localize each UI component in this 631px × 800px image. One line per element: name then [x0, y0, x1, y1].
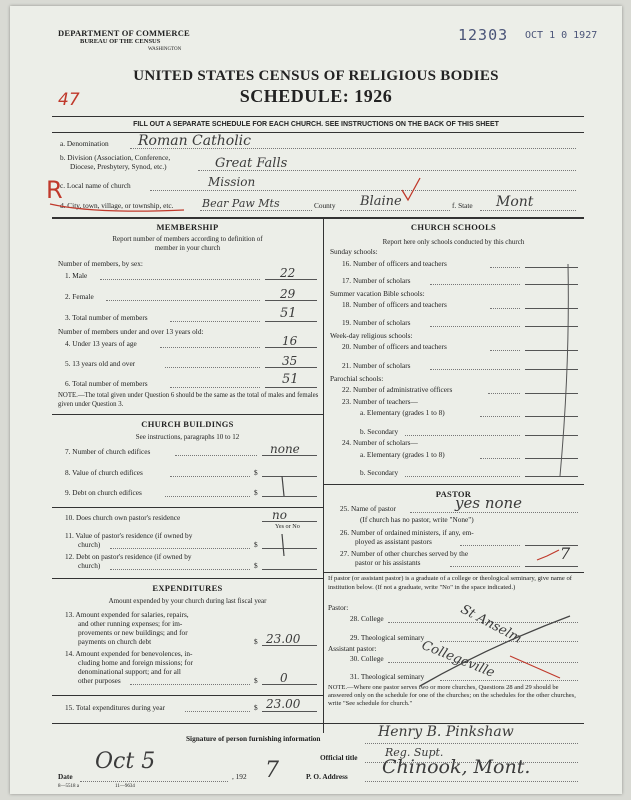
q4-value: 16: [282, 334, 298, 348]
seminary-scrawl-2: Collegeville: [419, 638, 497, 681]
q24a-label: a. Elementary (grades 1 to 8): [360, 450, 445, 459]
seminary-scrawl-1: St Anselm: [457, 602, 525, 647]
q20-leader: [490, 350, 520, 351]
q14-leader: [130, 684, 250, 685]
division-label-2: Diocese, Presbytery, Synod, etc.): [70, 162, 167, 171]
q4-leader: [160, 347, 260, 348]
pastor-heading: PASTOR: [435, 489, 472, 499]
q5-leader: [165, 367, 260, 368]
top-rule: [52, 116, 584, 117]
q12-leader: [110, 569, 250, 570]
q25-note: (If church has no pastor, write "None"): [360, 515, 474, 524]
division-value: Great Falls: [215, 156, 288, 171]
q6-value: 51: [282, 372, 299, 387]
weekday-label: Week-day religious schools:: [330, 331, 413, 340]
q23b-label: b. Secondary: [360, 427, 399, 436]
q14-label-1: 14. Amount expended for benevolences, in-: [65, 649, 193, 658]
q24b-label: b. Secondary: [360, 468, 399, 477]
q21-label: 21. Number of scholars: [342, 361, 411, 370]
denomination-label: a. Denomination: [60, 139, 109, 148]
q1-leader: [100, 279, 260, 280]
buildings-dash-marks: [260, 468, 310, 578]
church-name-label: c. Local name of church: [60, 181, 131, 190]
q3-value: 51: [280, 306, 297, 321]
q6-leader: [170, 387, 260, 388]
schools-strike-line: [530, 256, 580, 486]
q24b-leader: [405, 476, 520, 477]
q3-line: [265, 321, 317, 322]
schools-heading: CHURCH SCHOOLS: [410, 222, 497, 232]
seminary-strike-marks: [410, 606, 580, 696]
q23a-leader: [480, 416, 520, 417]
q6-line: [265, 387, 317, 388]
buildings-sub: See instructions, paragraphs 10 to 12: [135, 433, 240, 441]
city-town-label: d. City, town, village, or township, etc.: [60, 201, 174, 210]
q13-label-2: and other running expenses; for im-: [78, 619, 183, 628]
q9-dollar: $: [254, 488, 258, 497]
q22-leader: [488, 393, 520, 394]
schools-sub: Report here only schools conducted by this church: [382, 238, 525, 246]
city-town-value: Bear Paw Mts: [202, 197, 280, 210]
q24-label: 24. Number of scholars—: [342, 438, 418, 447]
q14-label-3: denominational support; and for all: [78, 667, 181, 676]
signature-value: Henry B. Pinkshaw: [378, 724, 514, 740]
buildings-heading: CHURCH BUILDINGS: [141, 419, 234, 429]
q15-dollar: $: [254, 703, 258, 712]
year-prefix: , 192: [232, 772, 247, 781]
q18-label: 18. Number of officers and teachers: [342, 300, 447, 309]
q7-label: 7. Number of church edifices: [65, 447, 151, 456]
division-label: b. Division (Association, Conference,: [60, 153, 171, 162]
red-mark-47: 47: [58, 90, 80, 110]
q11-label-2: church): [78, 540, 101, 549]
q3-leader: [170, 321, 260, 322]
census-schedule-sheet: [10, 6, 622, 794]
signature-label: Signature of person furnishing information: [186, 734, 321, 743]
q14-value: 0: [280, 671, 288, 685]
q7-value: none: [270, 442, 300, 456]
final-note: NOTE.—Where one pastor serves two or more churches, Questions 28 and 29 should be answered only on the schedule for one of the churches; on the schedules for the other churches, write "See schedule for church.": [328, 684, 576, 707]
q6-label: 6. Total number of members: [65, 379, 148, 388]
po-address-value: Chinook, Mont.: [382, 756, 531, 778]
q26-label-2: ployed as assistant pastors: [355, 537, 432, 546]
pastor-inner-rule: [323, 572, 584, 573]
q14-label-4: other purposes: [78, 676, 121, 685]
q19-leader: [430, 326, 520, 327]
q4-label: 4. Under 13 years of age: [65, 339, 137, 348]
church-name-value: Mission: [208, 175, 256, 189]
q22-label: 22. Number of administrative officers: [342, 385, 453, 394]
state-label: f. State: [452, 201, 473, 210]
q25-line: [410, 512, 578, 513]
official-title-value: Reg. Supt.: [385, 746, 444, 759]
q11-dollar: $: [254, 540, 258, 549]
q23b-leader: [405, 435, 520, 436]
city-label: WASHINGTON: [148, 47, 182, 52]
department-label: DEPARTMENT OF COMMERCE: [58, 28, 190, 38]
q26-label: 26. Number of ordained ministers, if any, em-: [340, 528, 474, 537]
q29-label: 29. Theological seminary: [350, 633, 425, 642]
q15-value: 23.00: [266, 697, 301, 711]
state-value: Mont: [496, 194, 534, 210]
q18-leader: [490, 308, 520, 309]
q3-label: 3. Total number of members: [65, 313, 148, 322]
q12-dollar: $: [254, 561, 258, 570]
q27-label-2: pastor or his assistants: [355, 558, 421, 567]
q19-label: 19. Number of scholars: [342, 318, 411, 327]
expenditures-inner-rule: [52, 695, 323, 696]
expenditures-sub: Amount expended by your church during last fiscal year: [108, 597, 267, 605]
q23-label: 23. Number of teachers—: [342, 397, 418, 406]
county-label: County: [314, 201, 336, 210]
q28-label: 28. College: [350, 614, 384, 623]
graduate-note: If pastor (or assistant pastor) is a graduate of a college or theological seminary, give name of institution below. (If not a graduate, write "No" in the space indicated.): [328, 575, 573, 591]
q15-line: [262, 711, 317, 712]
form-number: 8—5518 a: [58, 784, 79, 789]
q13-label-4: payments on church debt: [78, 637, 152, 646]
pastor-sub-label: Pastor:: [328, 603, 349, 612]
q13-label-1: 13. Amount expended for salaries, repairs,: [65, 610, 189, 619]
date-label: Date: [58, 772, 73, 781]
po-address-label: P. O. Address: [306, 772, 348, 781]
q12-label: 12. Debt on pastor's residence (if owned by: [65, 552, 192, 561]
received-stamp-number: 12303: [458, 26, 509, 44]
q14-line: [262, 684, 317, 685]
q20-label: 20. Number of officers and teachers: [342, 342, 447, 351]
by-sex-label: Number of members, by sex:: [58, 259, 143, 268]
year-digit: 7: [265, 758, 279, 783]
membership-sub-2: member in your church: [154, 244, 221, 252]
q1-label: 1. Male: [65, 271, 88, 280]
buildings-rule: [52, 578, 323, 579]
po-address-line: [365, 781, 578, 782]
sunday-label: Sunday schools:: [330, 247, 378, 256]
expenditures-heading: EXPENDITURES: [152, 583, 223, 593]
instruction-line: FILL OUT A SEPARATE SCHEDULE FOR EACH CHURCH. SEE INSTRUCTIONS ON THE BACK OF THIS SHEET: [133, 121, 499, 128]
q17-label: 17. Number of scholars: [342, 276, 411, 285]
q17-leader: [430, 284, 520, 285]
schedule-title: SCHEDULE: 1926: [239, 86, 393, 106]
instruction-rule: [52, 132, 584, 133]
official-title-label: Official title: [320, 753, 358, 762]
date-line: [80, 781, 228, 782]
q23a-label: a. Elementary (grades 1 to 8): [360, 408, 445, 417]
bureau-label: BUREAU OF THE CENSUS: [80, 38, 161, 45]
q25-value: yes none: [455, 494, 523, 512]
q14-dollar: $: [254, 676, 258, 685]
q27-value: 7: [560, 544, 571, 563]
date-value: Oct 5: [95, 749, 156, 774]
schools-rule: [323, 484, 584, 485]
column-divider: [323, 217, 324, 733]
received-stamp-date: OCT 1 0 1927: [525, 30, 598, 41]
q5-value: 35: [282, 354, 298, 368]
q1-value: 22: [280, 266, 296, 280]
q8-label: 8. Value of church edifices: [65, 468, 143, 477]
q16-leader: [490, 267, 520, 268]
q31-label: 31. Theological seminary: [350, 672, 425, 681]
q15-leader: [185, 711, 250, 712]
red-mark-r: R: [46, 176, 63, 204]
q26-leader: [460, 545, 520, 546]
section-rule: [52, 217, 584, 219]
q13-label-3: provements or new buildings; and for: [78, 628, 188, 637]
q24a-leader: [480, 458, 520, 459]
q2-label: 2. Female: [65, 292, 94, 301]
q9-leader: [165, 496, 250, 497]
membership-rule: [52, 414, 323, 415]
q2-leader: [106, 300, 260, 301]
assistant-sub-label: Assistant pastor:: [328, 644, 377, 653]
q15-label: 15. Total expenditures during year: [65, 703, 166, 712]
q16-label: 16. Number of officers and teachers: [342, 259, 447, 268]
membership-heading: MEMBERSHIP: [156, 222, 219, 232]
q2-value: 29: [280, 287, 296, 301]
q8-leader: [170, 476, 250, 477]
under-over-label: Number of members under and over 13 years old:: [58, 327, 204, 336]
q25-label: 25. Name of pastor: [340, 504, 396, 513]
yes-no-hint: Yes or No: [275, 523, 300, 530]
membership-sub-1: Report number of members according to definition of: [112, 235, 263, 243]
q27-leader: [450, 566, 520, 567]
q7-leader: [175, 455, 257, 456]
signature-line: [365, 743, 578, 744]
q11-leader: [110, 548, 250, 549]
summer-label: Summer vacation Bible schools:: [330, 289, 425, 298]
form-number-2: 11—9634: [115, 784, 135, 789]
q30-label: 30. College: [350, 654, 384, 663]
q13-value: 23.00: [266, 632, 301, 646]
form-title: UNITED STATES CENSUS OF RELIGIOUS BODIES: [133, 68, 499, 84]
q27-label: 27. Number of other churches served by the: [340, 549, 469, 558]
q13-dollar: $: [254, 637, 258, 646]
denomination-value: Roman Catholic: [138, 133, 251, 149]
q11-label: 11. Value of pastor's residence (if owned by: [65, 531, 193, 540]
q27-red-mark: [535, 546, 565, 566]
red-check-marks: [34, 174, 594, 220]
q9-label: 9. Debt on church edifices: [65, 488, 142, 497]
q21-leader: [430, 369, 520, 370]
q8-dollar: $: [254, 468, 258, 477]
membership-note: NOTE.—The total given under Question 6 should be the same as the total of males and females given under Question 3.: [58, 392, 319, 408]
parochial-label: Parochial schools:: [330, 374, 384, 383]
q27-line: [525, 566, 578, 567]
q14-label-2: cluding home and foreign missions; for: [78, 658, 193, 667]
q12-label-2: church): [78, 561, 101, 570]
q5-label: 5. 13 years old and over: [65, 359, 136, 368]
county-value: Blaine: [360, 194, 402, 209]
q10-value: no: [272, 508, 287, 522]
q10-label: 10. Does church own pastor's residence: [65, 513, 181, 522]
